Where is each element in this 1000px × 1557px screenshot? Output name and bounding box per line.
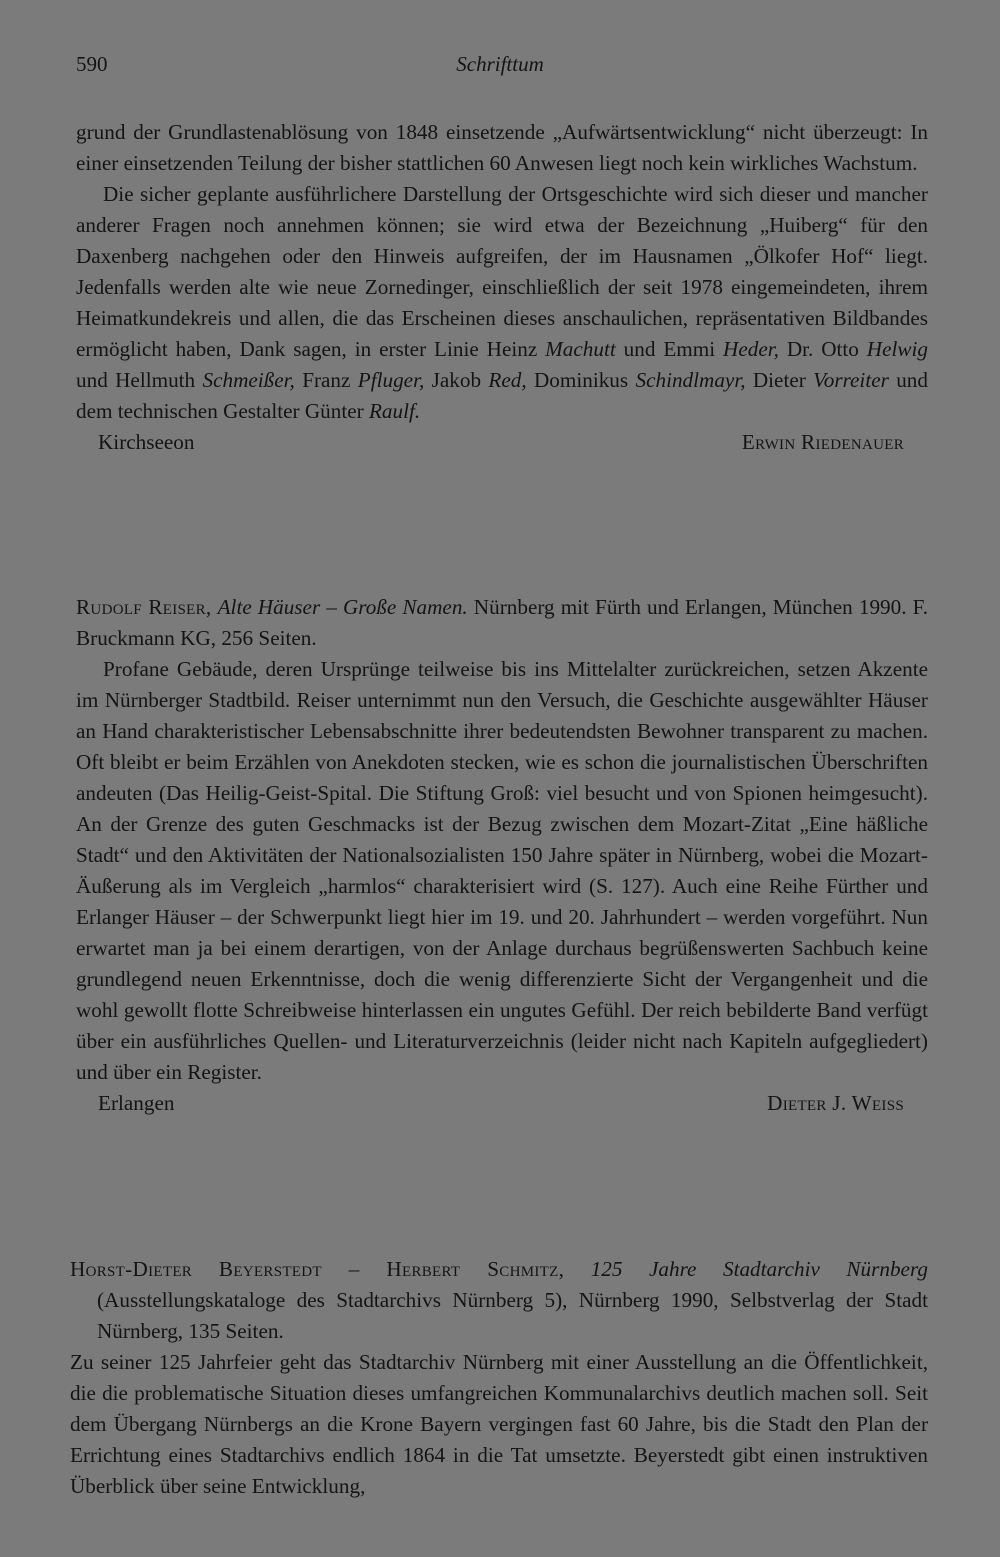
- book-author: Rudolf Reiser,: [76, 595, 212, 619]
- book-publication-info: Nürnberg mit Fürth und Erlangen, München 1990. F. Bruckmann KG, 256 Seiten.: [76, 595, 928, 650]
- review-1: [76, 117, 928, 458]
- review-2-signature: [76, 1088, 928, 1119]
- book-publication-info: (Ausstellungskataloge des Stadtarchivs Nürnberg 5), Nürnberg 1990, Selbstverlag der Stadt Nürnberg, 135 Seiten.: [97, 1288, 928, 1343]
- person-name: Machutt: [545, 337, 616, 361]
- review-1-signature: [76, 427, 928, 458]
- person-name: Schindlmayr,: [635, 368, 746, 392]
- person-name: Raulf.: [368, 399, 421, 423]
- book-title: Alte Häuser – Große Namen.: [217, 595, 468, 619]
- review-2: [76, 592, 928, 1119]
- book-authors: Horst-Dieter Beyerstedt – Herbert Schmitz,: [70, 1257, 565, 1281]
- reviewer-name: Dieter J. Weiss: [767, 1091, 904, 1115]
- reviewer-place: Erlangen: [98, 1091, 175, 1115]
- person-name: Vorreiter: [813, 368, 889, 392]
- running-title: Schrifttum: [456, 52, 544, 76]
- person-name: Helwig: [866, 337, 929, 361]
- page-header: [76, 52, 924, 86]
- reviewer-name: Erwin Riedenauer: [741, 430, 904, 454]
- review-3: [70, 1254, 928, 1502]
- review-2-body: Profane Gebäude, deren Ursprünge teilweise bis ins Mittelalter zurückreichen, setzen Akzente im Nürnberger Stadtbild. Reiser unternimmt nun den Versuch, die Geschichte ausgewählter Häuser an Hand charakteristischer Lebensabschnitte ihrer bedeutendsten Bewohner transparent zu machen. Oft bleibt er beim Erzählen von Anekdoten stecken, wie es schon die journalistischen Überschriften andeuten (Das Heilig-Geist-Spital. Die Stiftung Groß: viel besucht und von Spionen heimgesucht). An der Grenze des guten Geschmacks ist der Bezug zwischen dem Mozart-Zitat „Eine häßliche Stadt“ und den Aktivitäten der Nationalsozialisten 150 Jahre später in Nürnberg, wobei die Mozart-Äußerung als im Vergleich „harmlos“ charakterisiert wird (S. 127). Auch eine Reihe Fürther und Erlanger Häuser – der Schwerpunkt liegt hier im 19. und 20. Jahrhundert – werden vorgeführt. Nun erwartet man ja bei einem derartigen, von der Anlage durchaus begrüßenswerten Sachbuch keine grundlegend neuen Erkenntnisse, doch die wenig differenzierte Sicht der Vergangenheit und die wohl gewollt flotte Schreibweise hinterlassen ein ungutes Gefühl. Der reich bebilderte Band verfügt über ein ausführliches Quellen- und Literaturverzeichnis (leider nicht nach Kapiteln aufgegliedert) und über ein Register.: [76, 657, 928, 1084]
- page-number: 590: [76, 52, 108, 76]
- person-name: Schmeißer,: [202, 368, 295, 392]
- review-1-paragraph-2: Die sicher geplante ausführlichere Darstellung der Ortsgeschichte wird sich dieser und mancher anderer Fragen noch annehmen können; sie wird etwa der Bezeichnung „Huiberg“ für den Daxenberg nachgehen oder den Hinweis aufgreifen, der im Hausnamen „Ölkofer Hof“ liegt. Jedenfalls werden alte wie neue Zornedinger, einschließlich der seit 1978 eingemeindeten, ihrem Heimatkundekreis und allen, die das Erscheinen dieses anschaulichen, repräsentativen Bildbandes ermöglicht haben, Dank sagen, in erster Linie Heinz Machutt und Emmi Heder, Dr. Otto Helwig und Hellmuth Schmeißer, Franz Pfluger, Jakob Red, Dominikus Schindlmayr, Dieter Vorreiter und dem technischen Gestalter Günter Raulf.: [76, 182, 929, 423]
- book-title: 125 Jahre Stadtarchiv Nürnberg: [590, 1257, 928, 1281]
- review-3-heading: [70, 1254, 928, 1347]
- person-name: Red,: [488, 368, 527, 392]
- review-3-body: Zu seiner 125 Jahrfeier geht das Stadtarchiv Nürnberg mit einer Ausstellung an die Öffentlichkeit, die die problematische Situation dieses umfangreichen Kommunalarchivs deutlich machen soll. Seit dem Übergang Nürnbergs an die Krone Bayern vergingen fast 60 Jahre, bis die Stadt den Plan der Errichtung eines Stadtarchivs endlich 1864 in die Tat umsetzte. Beyerstedt gibt einen instruktiven Überblick über seine Entwicklung,: [70, 1350, 928, 1498]
- review-1-paragraph-1: grund der Grundlastenablösung von 1848 einsetzende „Aufwärtsentwicklung“ nicht überzeugt: In einer einsetzenden Teilung der bisher stattlichen 60 Anwesen liegt noch kein wirkliches Wachstum.: [76, 120, 928, 175]
- person-name: Heder,: [723, 337, 779, 361]
- person-name: Pfluger,: [357, 368, 425, 392]
- review-2-heading: [76, 592, 928, 654]
- reviewer-place: Kirchseeon: [98, 430, 195, 454]
